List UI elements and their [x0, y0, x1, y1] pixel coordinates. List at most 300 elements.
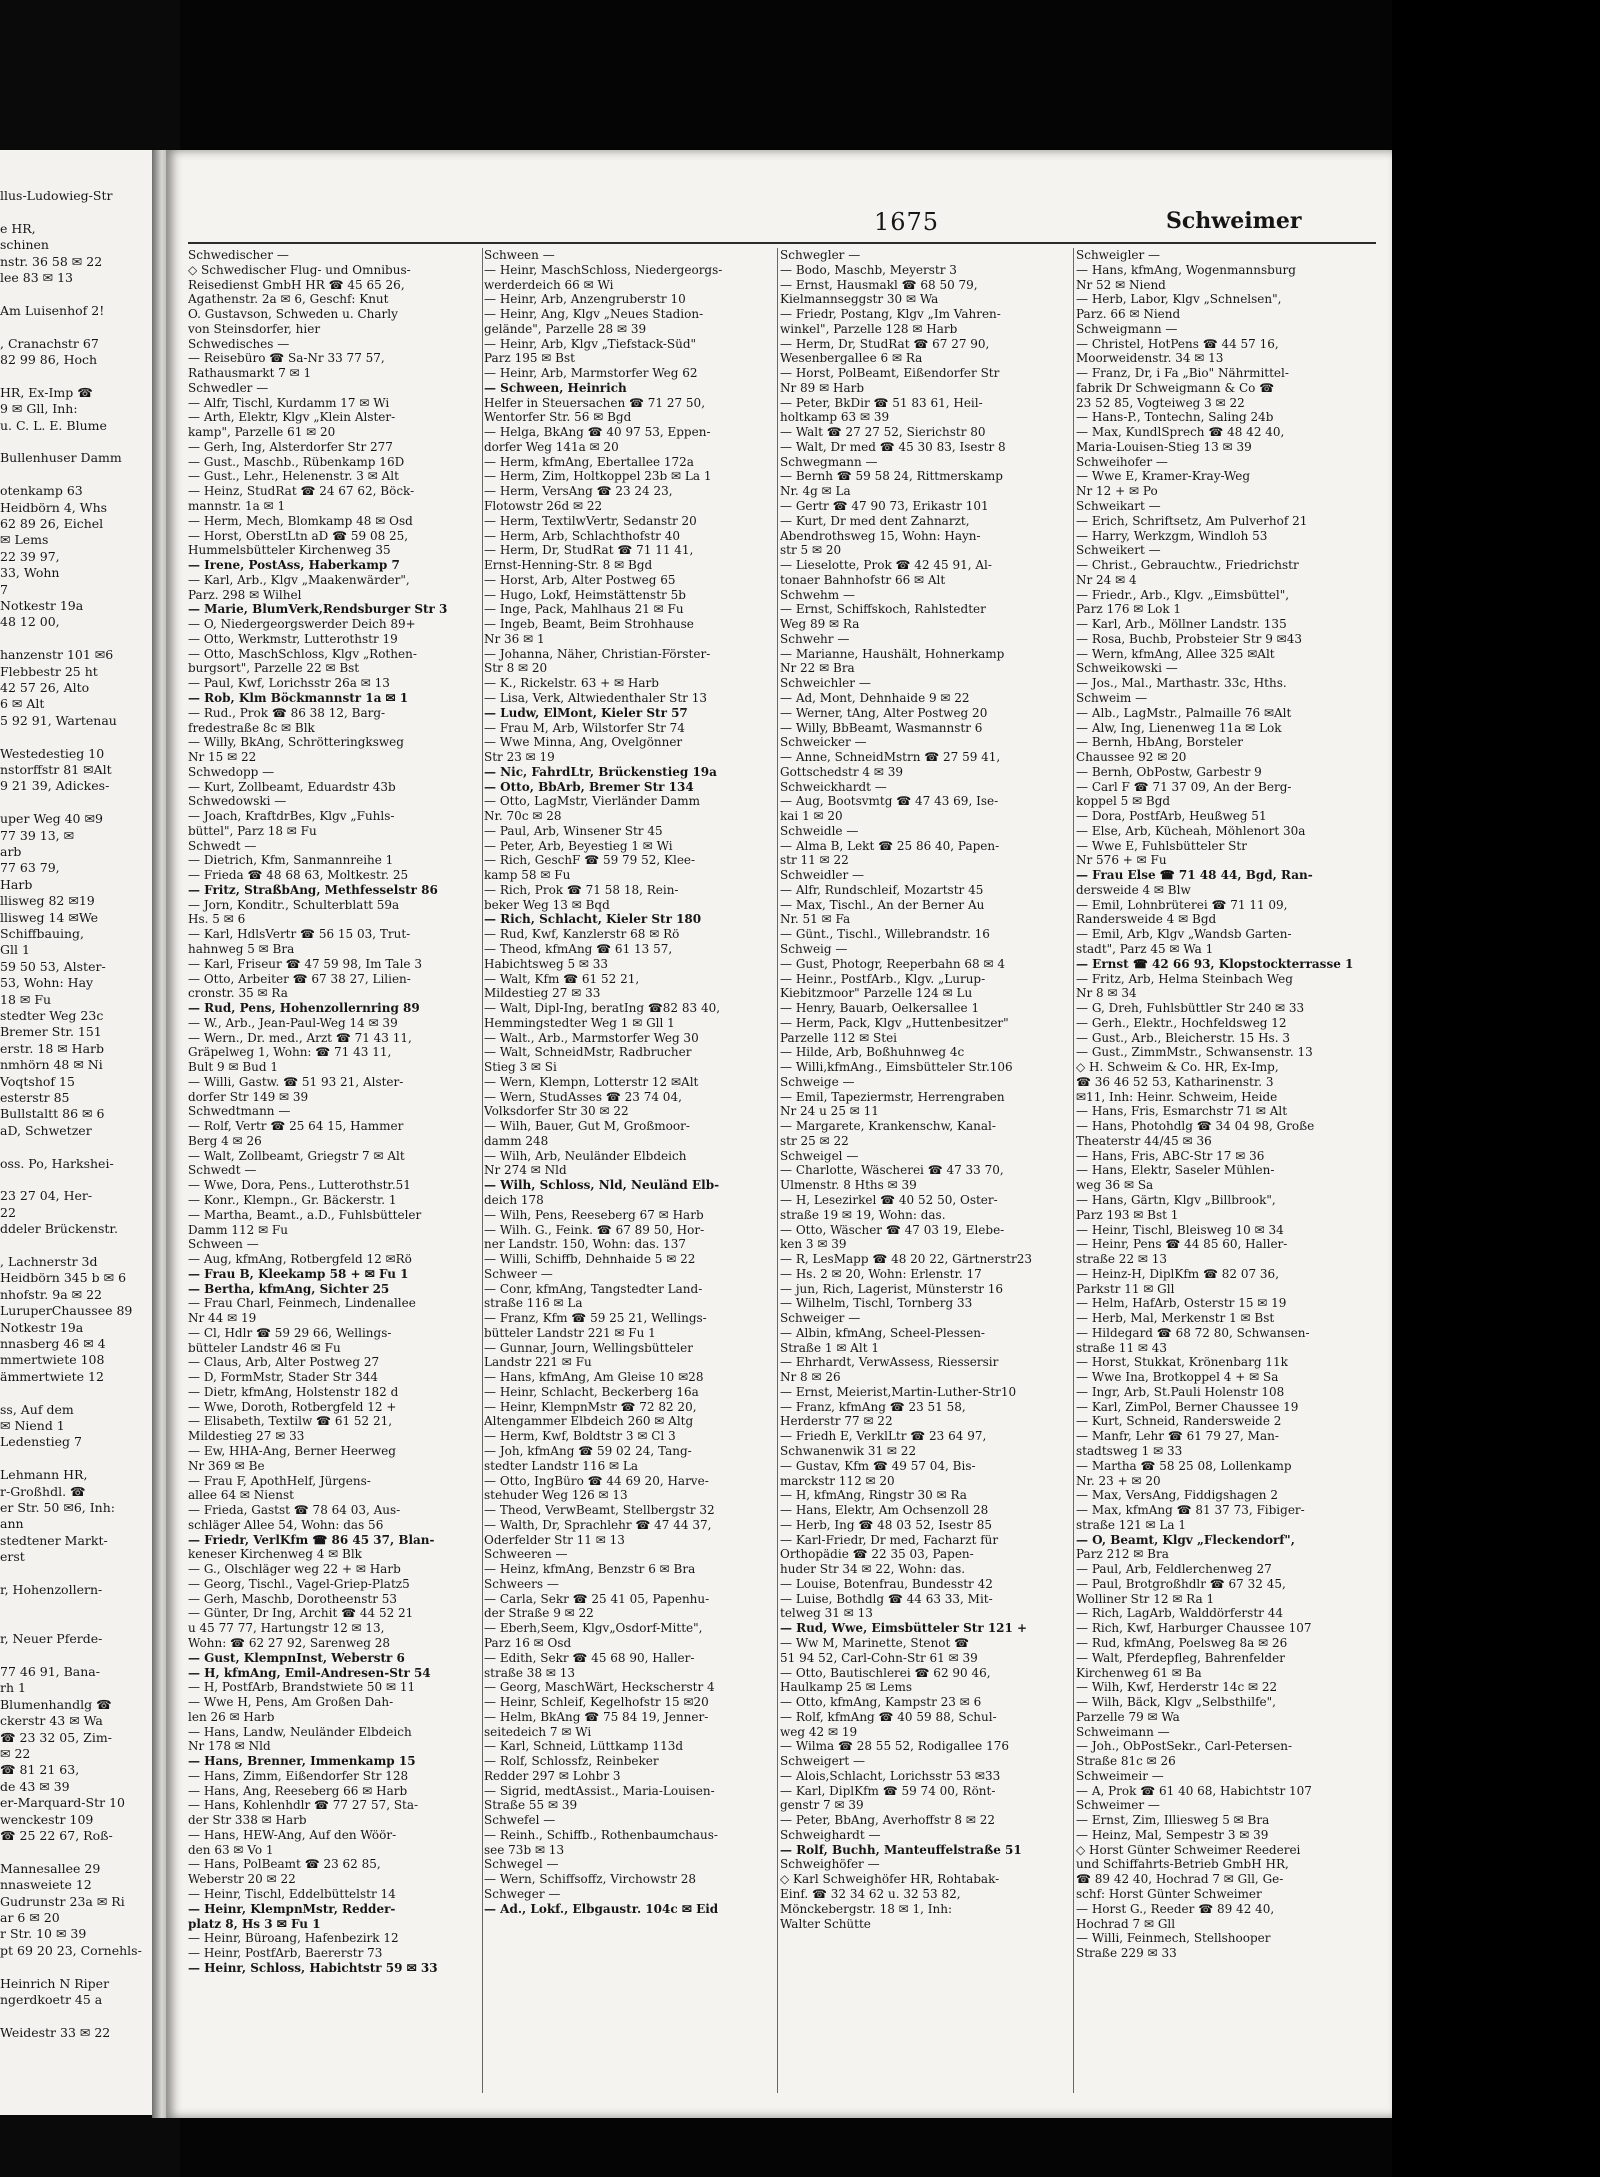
directory-entry: Mönckebergstr. 18 ✉ 1, Inh: [780, 1901, 953, 1916]
previous-page-line: Notkestr 19a [0, 1319, 84, 1335]
directory-entry: — Heinr, Pens ☎ 44 85 60, Haller- [1076, 1237, 1288, 1252]
directory-entry: kamp", Parzelle 61 ✉ 20 [188, 425, 336, 440]
previous-page-line: otenkamp 63 [0, 483, 83, 499]
directory-entry: — Heinr, Ang, Klgv „Neues Stadion- [484, 307, 704, 322]
directory-entry: — Nic, FahrdLtr, Brückenstieg 19a [484, 764, 717, 779]
previous-page-line: Heidbörn 4, Whs [0, 499, 108, 515]
directory-entry: Schweer — [484, 1266, 553, 1281]
directory-entry: u 45 77 77, Hartungstr 12 ✉ 13, [188, 1621, 385, 1636]
previous-page-line: , Cranachstr 67 [0, 335, 99, 351]
directory-entry: — Hugo, Lokf, Heimstättenstr 5b [484, 587, 686, 602]
directory-entry: Schweigert — [780, 1754, 866, 1769]
directory-entry: — Peter, Arb, Beyestieg 1 ✉ Wi [484, 838, 673, 853]
directory-entry: Altengammer Elbdeich 260 ✉ Altg [484, 1414, 694, 1429]
directory-entry: 51 94 52, Carl-Cohn-Str 61 ✉ 39 [780, 1650, 978, 1665]
directory-entry: Herderstr 77 ✉ 22 [780, 1414, 893, 1429]
directory-entry: Ernst-Henning-Str. 8 ✉ Bgd [484, 558, 653, 573]
directory-entry: — Emil, Tapeziermstr, Herrengraben [780, 1089, 1005, 1104]
directory-entry: — Walth, Dr, Sprachlehr ☎ 47 44 37, [484, 1517, 712, 1532]
directory-entry: — Gunnar, Journ, Wellingsbütteler [484, 1340, 694, 1355]
directory-entry: Nr 8 ✉ 34 [1076, 986, 1137, 1001]
directory-entry: — D, FormMstr, Stader Str 344 [188, 1370, 378, 1385]
directory-entry: Kielmannseggstr 30 ✉ Wa [780, 292, 939, 307]
directory-entry: — Peter, BkDir ☎ 51 83 61, Heil- [780, 395, 983, 410]
directory-entry: bütteler Landstr 46 ✉ Fu [188, 1340, 341, 1355]
directory-entry: — Alw, Ing, Lienenweg 11a ✉ Lok [1076, 720, 1282, 735]
running-header: Schweimer [1166, 208, 1302, 234]
directory-entry: — Max, VersAng, Fiddigshagen 2 [1076, 1488, 1278, 1503]
directory-entry: Schwegel — [484, 1857, 559, 1872]
directory-entry: — Walt ☎ 27 27 52, Sierichstr 80 [780, 425, 986, 440]
directory-entry: — Franz, kfmAng ☎ 23 51 58, [780, 1399, 966, 1414]
previous-page-line: Schiffbauing, [0, 926, 85, 941]
directory-entry: weg 42 ✉ 19 [780, 1724, 858, 1739]
directory-entry: büttel", Parz 18 ✉ Fu [188, 823, 317, 838]
directory-entry: Straße 229 ✉ 33 [1076, 1946, 1177, 1961]
directory-entry: — Frieda, Gastst ☎ 78 64 03, Aus- [188, 1503, 401, 1518]
directory-entry: — Wilh. G., Feink. ☎ 67 89 50, Hor- [484, 1222, 705, 1237]
directory-entry: — Irene, PostAss, Haberkamp 7 [188, 558, 400, 573]
directory-entry: marckstr 112 ✉ 20 [780, 1473, 895, 1488]
directory-entry: bütteler Landstr 221 ✉ Fu 1 [484, 1325, 656, 1340]
directory-entry: Schwedt — [188, 838, 257, 853]
previous-page-line: er-Marquard-Str 10 [0, 1795, 125, 1811]
directory-entry: — Kurt, Zollbeamt, Eduardstr 43b [188, 779, 396, 794]
directory-entry: — Ingr, Arb, St.Pauli Holenstr 108 [1076, 1384, 1285, 1399]
directory-entry: — Rich, Schlacht, Kieler Str 180 [484, 912, 702, 927]
directory-entry: — Rich, LagArb, Walddörferstr 44 [1076, 1606, 1283, 1621]
previous-page-line: ☎ 23 32 05, Zim- [0, 1729, 112, 1745]
previous-page-line: rh 1 [0, 1680, 26, 1696]
directory-entry: — Walt, Dipl-Ing, beratIng ☎82 83 40, [484, 1001, 721, 1016]
directory-column-3 [780, 248, 1070, 2093]
directory-entry: ◇ Karl Schweighöfer HR, Rohtabak- [780, 1872, 1000, 1887]
directory-entry: — Helm, HafArb, Osterstr 15 ✉ 19 [1076, 1296, 1287, 1311]
directory-entry: Nr 24 u 25 ✉ 11 [780, 1104, 879, 1119]
previous-page-line: ss, Auf dem [0, 1401, 74, 1417]
directory-entry: — Horst, Arb, Alter Postweg 65 [484, 572, 676, 587]
previous-page-line: ngerdkoetr 45 a [0, 1992, 103, 2007]
directory-entry: Randersweide 4 ✉ Bgd [1076, 912, 1217, 927]
directory-entry: — Christel, HotPens ☎ 44 57 16, [1076, 336, 1279, 351]
directory-entry: — Hans, Landw, Neuländer Elbdeich [188, 1724, 412, 1739]
directory-entry: — Bodo, Maschb, Meyerstr 3 [780, 262, 957, 277]
previous-page-line: r, Neuer Pferde- [0, 1631, 103, 1647]
directory-entry: str 11 ✉ 22 [780, 853, 849, 868]
directory-entry: — Reisebüro ☎ Sa-Nr 33 77 57, [188, 351, 385, 366]
directory-entry: — Dora, PostfArb, Heußweg 51 [1076, 809, 1267, 824]
directory-entry: — Manfr, Lehr ☎ 61 79 27, Man- [1076, 1429, 1279, 1444]
directory-entry: Nr 36 ✉ 1 [484, 631, 545, 646]
directory-entry: — Günter, Dr Ing, Archit ☎ 44 52 21 [188, 1606, 414, 1621]
directory-entry: — Wwe Minna, Ang, Ovelgönner [484, 735, 683, 750]
directory-entry: — Rosa, Buchb, Probsteier Str 9 ✉43 [1076, 631, 1302, 646]
previous-page-line: ☎ 81 21 63, [0, 1762, 80, 1778]
directory-entry: — Margarete, Krankenschw, Kanal- [780, 1119, 996, 1134]
directory-entry: — Otto, Bautischlerei ☎ 62 90 46, [780, 1665, 991, 1680]
directory-entry: — Emil, Arb, Klgv „Wandsb Garten- [1076, 927, 1292, 942]
directory-entry: Hs. 5 ✉ 6 [188, 912, 246, 927]
directory-entry: winkel", Parzelle 128 ✉ Harb [780, 321, 958, 336]
directory-entry: stedter Landstr 116 ✉ La [484, 1458, 639, 1473]
directory-entry: — Heinr, Schloss, Habichtstr 59 ✉ 33 [188, 1960, 438, 1975]
directory-entry: Nr 12 + ✉ Po [1076, 484, 1158, 499]
directory-entry: — Rolf, kfmAng ☎ 40 59 88, Schul- [780, 1709, 997, 1724]
directory-entry: Schweihofer — [1076, 454, 1168, 469]
previous-page-line: Bremer Str. 151 [0, 1024, 102, 1040]
directory-entry: — Hs. 2 ✉ 20, Wohn: Erlenstr. 17 [780, 1266, 982, 1281]
previous-page-line: Mannesallee 29 [0, 1860, 101, 1876]
directory-entry: — Max, Tischl., An der Berner Au [780, 897, 985, 912]
directory-entry: Schwegler — [780, 248, 861, 262]
directory-entry: kai 1 ✉ 20 [780, 809, 843, 824]
directory-entry: — Herm, Zim, Holtkoppel 23b ✉ La 1 [484, 469, 712, 484]
directory-entry: — Paul, Kwf, Lorichsstr 26a ✉ 13 [188, 676, 390, 691]
previous-page-line: Blumenhandlg ☎ [0, 1696, 112, 1712]
directory-entry: — Georg, Tischl., Vagel-Griep-Platz5 [188, 1576, 410, 1591]
directory-entry: — Frau Else ☎ 71 48 44, Bgd, Ran- [1076, 868, 1313, 883]
directory-entry: schf: Horst Günter Schweimer [1076, 1886, 1262, 1901]
directory-entry: ◇ Horst Günter Schweimer Reederei [1076, 1842, 1301, 1857]
directory-entry: — Franz, Kfm ☎ 59 25 21, Wellings- [484, 1311, 707, 1326]
directory-entry: Moorweidenstr. 34 ✉ 13 [1076, 351, 1224, 366]
directory-entry: Mildestieg 27 ✉ 33 [188, 1429, 305, 1444]
directory-entry: — Herm, TextilwVertr, Sedanstr 20 [484, 513, 697, 528]
directory-entry: straße 19 ✉ 19, Wohn: das. [780, 1207, 946, 1222]
previous-page-line: wenckestr 109 [0, 1811, 94, 1827]
directory-entry: — Heinr, Büroang, Hafenbezirk 12 [188, 1931, 399, 1946]
directory-entry: — Kurt, Schneid, Randersweide 2 [1076, 1414, 1282, 1429]
directory-entry: — Gust, KlempnInst, Weberstr 6 [188, 1650, 405, 1665]
directory-entry: — Konr., Klempn., Gr. Bäckerstr. 1 [188, 1193, 397, 1207]
directory-entry: — Herm, Dr, StudRat ☎ 67 27 90, [780, 336, 990, 351]
directory-entry: Hummelsbütteler Kirchenweg 35 [188, 543, 391, 558]
previous-page-line: stedter Weg 23c [0, 1008, 104, 1023]
directory-entry: — Anne, SchneidMstrn ☎ 27 59 41, [780, 750, 1001, 765]
directory-entry: — Frau M, Arb, Wilstorfer Str 74 [484, 720, 685, 735]
directory-entry: — Gustav, Kfm ☎ 49 57 04, Bis- [780, 1458, 976, 1473]
directory-entry: werderdeich 66 ✉ Wi [484, 277, 614, 292]
directory-entry: Parz 195 ✉ Bst [484, 351, 575, 366]
directory-entry: — Heinr, Schlacht, Beckerberg 16a [484, 1384, 699, 1399]
directory-entry: fabrik Dr Schweigmann & Co ☎ [1076, 380, 1275, 395]
directory-entry: — Otto, IngBüro ☎ 44 69 20, Harve- [484, 1473, 709, 1488]
directory-entry: — Hans, Elektr, Saseler Mühlen- [1076, 1163, 1275, 1178]
directory-entry: Schweig — [780, 941, 848, 956]
directory-entry: — Edith, Sekr ☎ 45 68 90, Haller- [484, 1650, 695, 1665]
previous-page-line: lee 83 ✉ 13 [0, 270, 73, 285]
previous-page-line: 62 89 26, Eichel [0, 516, 104, 531]
directory-entry: — Max, kfmAng ☎ 81 37 73, Fibiger- [1076, 1503, 1305, 1518]
directory-entry: Parz. 66 ✉ Niend [1076, 307, 1181, 322]
directory-entry: — Willy, BbBeamt, Wasmannstr 6 [780, 720, 983, 735]
directory-entry: Flotowstr 26d ✉ 22 [484, 499, 603, 514]
directory-entry: — Hildegard ☎ 68 72 80, Schwansen- [1076, 1325, 1310, 1340]
directory-entry: — Hans, Gärtn, Klgv „Billbrook", [1076, 1193, 1276, 1207]
directory-entry: — Friedh E, VerklLtr ☎ 23 64 97, [780, 1429, 987, 1444]
directory-entry: Schweikart — [1076, 499, 1161, 514]
directory-entry: — Herm, kfmAng, Ebertallee 172a [484, 454, 694, 469]
directory-entry: — Schween, Heinrich [484, 380, 627, 395]
directory-entry: keneser Kirchenweg 4 ✉ Blk [188, 1547, 362, 1562]
directory-entry: mannstr. 1a ✉ 1 [188, 499, 286, 514]
directory-entry: Gottschedstr 4 ✉ 39 [780, 764, 903, 779]
directory-entry: — Rich, GeschF ☎ 59 79 52, Klee- [484, 853, 696, 868]
directory-entry: — Inge, Pack, Mahlhaus 21 ✉ Fu [484, 602, 684, 617]
directory-entry: — Henry, Bauarb, Oelkersallee 1 [780, 1001, 980, 1016]
directory-entry: burgsort", Parzelle 22 ✉ Bst [188, 661, 360, 676]
scan-border-right [1392, 0, 1600, 2177]
directory-entry: — Hans, Fris, ABC-Str 17 ✉ 36 [1076, 1148, 1265, 1163]
directory-entry: — Werner, tAng, Alter Postweg 20 [780, 705, 988, 720]
directory-entry: Schwedt — [188, 1163, 257, 1178]
previous-page-line: 6 ✉ Alt [0, 696, 45, 712]
directory-entry: holtkamp 63 ✉ 39 [780, 410, 890, 425]
directory-entry: Schweickhardt — [780, 779, 887, 794]
directory-entry: — Eberh,Seem, Klgv„Osdorf-Mitte", [484, 1621, 703, 1636]
previous-page-line: r, Hohenzollern- [0, 1582, 103, 1597]
previous-page-line: LuruperChaussee 89 [0, 1303, 133, 1319]
previous-page-line: Bullstaltt 86 ✉ 6 [0, 1106, 105, 1122]
directory-entry: stehuder Weg 126 ✉ 13 [484, 1488, 628, 1503]
directory-entry: — Walt, Dr med ☎ 45 30 83, Isestr 8 [780, 439, 1006, 454]
directory-entry: — Bernh ☎ 59 58 24, Rittmerskamp [780, 469, 1003, 484]
directory-entry: — W., Arb., Jean-Paul-Weg 14 ✉ 39 [188, 1015, 398, 1030]
directory-entry: — Albin, kfmAng, Scheel-Plessen- [780, 1325, 985, 1340]
previous-page-line: Bullenhuser Damm [0, 450, 122, 466]
directory-entry: Nr 369 ✉ Be [188, 1458, 265, 1473]
directory-entry: — Walt, Kfm ☎ 61 52 21, [484, 971, 640, 986]
directory-entry: — Friedr., Arb., Klgv. „Eimsbüttel", [1076, 587, 1290, 602]
previous-page-line: Heidbörn 345 b ✉ 6 [0, 1270, 127, 1286]
directory-entry: — Heinz-H, DiplKfm ☎ 82 07 36, [1076, 1266, 1280, 1281]
directory-entry: — Martha ☎ 58 25 08, Lollenkamp [1076, 1458, 1292, 1473]
directory-entry: — Ad, Mont, Dehnhaide 9 ✉ 22 [780, 690, 970, 705]
directory-entry: — Aug, kfmAng, Rotbergfeld 12 ✉Rö [188, 1252, 412, 1267]
directory-entry: Schwehr — [780, 631, 850, 646]
directory-entry: — Kurt, Dr med dent Zahnarzt, [780, 513, 970, 528]
directory-entry: — Otto, kfmAng, Kampstr 23 ✉ 6 [780, 1695, 982, 1710]
header-rule [188, 242, 1376, 244]
directory-entry: Haulkamp 25 ✉ Lems [780, 1680, 913, 1695]
previous-page-line: Am Luisenhof 2! [0, 302, 105, 318]
directory-entry: Rathausmarkt 7 ✉ 1 [188, 366, 312, 381]
directory-entry: — Frieda ☎ 48 68 63, Moltkestr. 25 [188, 868, 409, 883]
directory-entry: Nr 8 ✉ 26 [780, 1370, 841, 1385]
directory-entry: telweg 31 ✉ 13 [780, 1606, 873, 1621]
directory-entry: — Wern., Dr. med., Arzt ☎ 71 43 11, [188, 1030, 412, 1045]
directory-entry: — Heinr, Arb, Marmstorfer Weg 62 [484, 366, 698, 381]
directory-entry: — H, PostfArb, Brandstwiete 50 ✉ 11 [188, 1680, 416, 1695]
directory-entry: damm 248 [484, 1133, 549, 1148]
directory-entry: — Ehrhardt, VerwAssess, Riessersir [780, 1355, 999, 1370]
directory-entry: — Herm, VersAng ☎ 23 24 23, [484, 484, 673, 499]
previous-page-line: ckerstr 43 ✉ Wa [0, 1713, 103, 1729]
directory-entry: Ulmenstr. 8 Hths ✉ 39 [780, 1178, 917, 1193]
directory-entry: Helfer in Steuersachen ☎ 71 27 50, [484, 395, 706, 410]
directory-column-1 [188, 248, 480, 2093]
directory-entry: — R, LesMapp ☎ 48 20 22, Gärtnerstr23 [780, 1252, 1033, 1267]
directory-entry: — Max, KundlSprech ☎ 48 42 40, [1076, 425, 1285, 440]
directory-entry: ✉11, Inh: Heinr. Schweim, Heide [1076, 1089, 1278, 1104]
previous-page-line: aD, Schwetzer [0, 1122, 92, 1138]
directory-entry: straße 22 ✉ 13 [1076, 1252, 1168, 1267]
directory-entry: — Aug, Bootsvmtg ☎ 47 43 69, Ise- [780, 794, 999, 809]
previous-page-line: erst [0, 1549, 25, 1565]
directory-entry: Kirchenweg 61 ✉ Ba [1076, 1665, 1202, 1680]
directory-entry: — Herm, Mech, Blomkamp 48 ✉ Osd [188, 513, 413, 528]
directory-entry: Straße 1 ✉ Alt 1 [780, 1340, 879, 1355]
directory-entry: — Wern, kfmAng, Allee 325 ✉Alt [1076, 646, 1275, 661]
directory-entry: Schwedtmann — [188, 1104, 291, 1119]
directory-entry: — Franz, Dr, i Fa „Bio" Nährmittel- [1076, 366, 1289, 381]
directory-entry: weg 36 ✉ Sa [1076, 1178, 1154, 1193]
directory-entry: — Willi,kfmAng., Eimsbütteler Str.106 [780, 1060, 1013, 1075]
directory-entry: Wentorfer Str. 56 ✉ Bgd [484, 410, 632, 425]
directory-entry: Redder 297 ✉ Lohbr 3 [484, 1768, 621, 1783]
directory-entry: len 26 ✉ Harb [188, 1709, 275, 1724]
directory-entry: — Wilh, Arb, Neuländer Elbdeich [484, 1148, 687, 1163]
directory-entry: Walter Schütte [780, 1916, 871, 1931]
directory-entry: — Karl, ZimPol, Berner Chaussee 19 [1076, 1399, 1299, 1414]
directory-entry: — Horst, Stukkat, Krönenbarg 11k [1076, 1355, 1288, 1370]
directory-entry: Volksdorfer Str 30 ✉ 22 [484, 1104, 629, 1119]
directory-entry: — Heinz, Mal, Sempestr 3 ✉ 39 [1076, 1827, 1269, 1842]
directory-entry: Landstr 221 ✉ Fu [484, 1355, 592, 1370]
directory-entry: — Hans, HEW-Ang, Auf den Wöör- [188, 1827, 397, 1842]
directory-entry: Theaterstr 44/45 ✉ 36 [1076, 1133, 1212, 1148]
directory-entry: — Otto, LagMstr, Vierländer Damm [484, 794, 700, 809]
directory-entry: Schwedischer — [188, 248, 289, 262]
previous-page-line: Westedestieg 10 [0, 745, 105, 761]
previous-page-line: nhofstr. 9a ✉ 22 [0, 1286, 102, 1302]
directory-entry: — Rud, Wwe, Eimsbütteler Str 121 + [780, 1621, 1028, 1636]
previous-page-line: 77 39 13, ✉ [0, 827, 75, 843]
directory-entry: Schwehm — [780, 587, 855, 602]
directory-entry: — Gerh., Elektr., Hochfeldsweg 12 [1076, 1015, 1287, 1030]
directory-entry: — Claus, Arb, Alter Postweg 27 [188, 1355, 380, 1370]
directory-entry: — H, Lesezirkel ☎ 40 52 50, Oster- [780, 1193, 998, 1207]
previous-page-line: ☎ 25 22 67, Roß- [0, 1828, 113, 1843]
directory-entry: — K., Rickelstr. 63 + ✉ Harb [484, 676, 659, 691]
directory-entry: Wesenbergallee 6 ✉ Ra [780, 351, 923, 366]
directory-entry: Schweige — [780, 1074, 855, 1089]
directory-entry: Mildestieg 27 ✉ 33 [484, 986, 601, 1001]
directory-entry: — Bertha, kfmAng, Sichter 25 [188, 1281, 390, 1296]
directory-entry: Orthopädie ☎ 22 35 03, Papen- [780, 1547, 974, 1562]
directory-entry: — Wilh, Schloss, Nld, Neuländ Elb- [484, 1178, 720, 1193]
previous-page-line: pt 69 20 23, Cornehls- [0, 1942, 142, 1958]
directory-entry: — Luise, Bothdlg ☎ 44 63 33, Mit- [780, 1591, 993, 1606]
directory-entry: Schwedopp — [188, 764, 275, 779]
directory-entry: Schweers — [484, 1576, 559, 1591]
directory-entry: — Gust., ZimmMstr., Schwansenstr. 13 [1076, 1045, 1313, 1060]
directory-entry: — Otto, Wäscher ☎ 47 03 19, Elebe- [780, 1222, 1005, 1237]
directory-entry: — Hans, Photohdlg ☎ 34 04 98, Große [1076, 1119, 1315, 1134]
directory-entry: Nr 24 ✉ 4 [1076, 572, 1137, 587]
page-number: 1675 [874, 208, 940, 236]
directory-entry: — Ernst, Schiffskoch, Rahlstedter [780, 602, 986, 617]
previous-page-line: Weidestr 33 ✉ 22 [0, 2024, 111, 2040]
directory-entry: — Karl, HdlsVertr ☎ 56 15 03, Trut- [188, 927, 411, 942]
directory-entry: — Günt., Tischl., Willebrandstr. 16 [780, 927, 990, 942]
directory-entry: ◇ Schwedischer Flug- und Omnibus- [188, 262, 411, 277]
directory-entry: Kiebitzmoor" Parzelle 124 ✉ Lu [780, 986, 973, 1001]
directory-entry: stadtsweg 1 ✉ 33 [1076, 1444, 1183, 1459]
directory-entry: — Wilhelm, Tischl, Tornberg 33 [780, 1296, 973, 1311]
directory-entry: hahnweg 5 ✉ Bra [188, 941, 295, 956]
directory-entry: — Ww M, Marinette, Stenot ☎ [780, 1635, 970, 1650]
column-divider [777, 248, 778, 2093]
directory-entry: ken 3 ✉ 39 [780, 1237, 847, 1252]
directory-entry: Oderfelder Str 11 ✉ 13 [484, 1532, 625, 1547]
directory-entry: Parz. 298 ✉ Wilhel [188, 587, 302, 602]
directory-entry: — Hans, kfmAng, Am Gleise 10 ✉28 [484, 1370, 704, 1385]
directory-entry: Hemmingstedter Weg 1 ✉ Gll 1 [484, 1015, 675, 1030]
directory-entry: Str 23 ✉ 19 [484, 750, 555, 765]
previous-page-line: Harb [0, 876, 33, 892]
directory-entry: Schweighardt — [780, 1827, 881, 1842]
previous-page-line: llus-Ludowieg-Str [0, 188, 113, 203]
directory-entry: — G., Olschläger weg 22 + ✉ Harb [188, 1562, 401, 1577]
directory-entry: von Steinsdorfer, hier [188, 321, 321, 336]
directory-entry: — Helm, BkAng ☎ 75 84 19, Jenner- [484, 1709, 709, 1724]
directory-entry: — Carl F ☎ 71 37 09, An der Berg- [1076, 779, 1292, 794]
directory-entry: dersweide 4 ✉ Blw [1076, 882, 1191, 897]
previous-page-line: ann [0, 1516, 24, 1532]
previous-page-line: 7 [0, 581, 8, 597]
directory-entry: — Ernst, Hausmakl ☎ 68 50 79, [780, 277, 978, 292]
directory-entry: Wohn: ☎ 62 27 92, Sarenweg 28 [188, 1635, 390, 1650]
directory-entry: Schweigmann — [1076, 321, 1178, 336]
previous-page-line: nstorffstr 81 ✉Alt [0, 762, 112, 777]
directory-entry: Gräpelweg 1, Wohn: ☎ 71 43 11, [188, 1045, 392, 1060]
directory-entry: — Willi, Gastw. ☎ 51 93 21, Alster- [188, 1074, 404, 1089]
directory-entry: — Georg, MaschWärt, Heckscherstr 4 [484, 1680, 715, 1695]
directory-entry: straße 38 ✉ 13 [484, 1665, 576, 1680]
directory-entry: — Walt., Arb., Marmstorfer Weg 30 [484, 1030, 699, 1045]
directory-entry: — Gust., Arb., Bleicherstr. 15 Hs. 3 [1076, 1030, 1290, 1045]
directory-entry: — Heinz, StudRat ☎ 24 67 62, Böck- [188, 484, 415, 499]
directory-entry: — Herm, Arb, Schlachthofstr 40 [484, 528, 680, 543]
directory-entry: — Joh, kfmAng ☎ 59 02 24, Tang- [484, 1444, 692, 1459]
directory-entry: Wolliner Str 12 ✉ Ra 1 [1076, 1591, 1215, 1606]
directory-entry: — H, kfmAng, Ringstr 30 ✉ Ra [780, 1488, 967, 1503]
previous-page-line: 59 50 53, Alster- [0, 958, 106, 974]
directory-entry: — Willi, Schiffb, Dehnhaide 5 ✉ 22 [484, 1252, 696, 1267]
previous-page-line: nnasberg 46 ✉ 4 [0, 1336, 106, 1351]
column-divider [482, 248, 483, 2093]
directory-entry: Schweiger — [780, 1311, 861, 1326]
directory-entry: — Rud, Kwf, Kanzlerstr 68 ✉ Rö [484, 927, 680, 942]
previous-page-line: Ledenstieg 7 [0, 1434, 82, 1450]
previous-page-line: ✉ Lems [0, 532, 49, 548]
previous-page-edge [0, 150, 154, 2115]
directory-entry: — Wwe E, Fuhlsbütteler Str [1076, 838, 1247, 853]
directory-entry: Schwedisches — [188, 336, 290, 351]
directory-entry: — Heinr, KlempnMstr, Redder- [188, 1901, 396, 1916]
directory-entry: Schweimer — [1076, 1798, 1160, 1813]
directory-entry: dorfer Str 149 ✉ 39 [188, 1089, 309, 1104]
directory-entry: — Hans, Brenner, Immenkamp 15 [188, 1754, 416, 1769]
directory-entry: deich 178 [484, 1193, 544, 1207]
directory-entry: — Erich, Schriftsetz, Am Pulverhof 21 [1076, 513, 1308, 528]
directory-entry: — Wwe Ina, Brotkoppel 4 + ✉ Sa [1076, 1370, 1279, 1385]
directory-entry: — Hans, Kohlenhdlr ☎ 77 27 57, Sta- [188, 1798, 419, 1813]
directory-entry: schläger Allee 54, Wohn: das 56 [188, 1517, 384, 1532]
directory-entry: Schween — [484, 248, 555, 262]
directory-entry: — Hilde, Arb, Boßhuhnweg 4c [780, 1045, 965, 1060]
